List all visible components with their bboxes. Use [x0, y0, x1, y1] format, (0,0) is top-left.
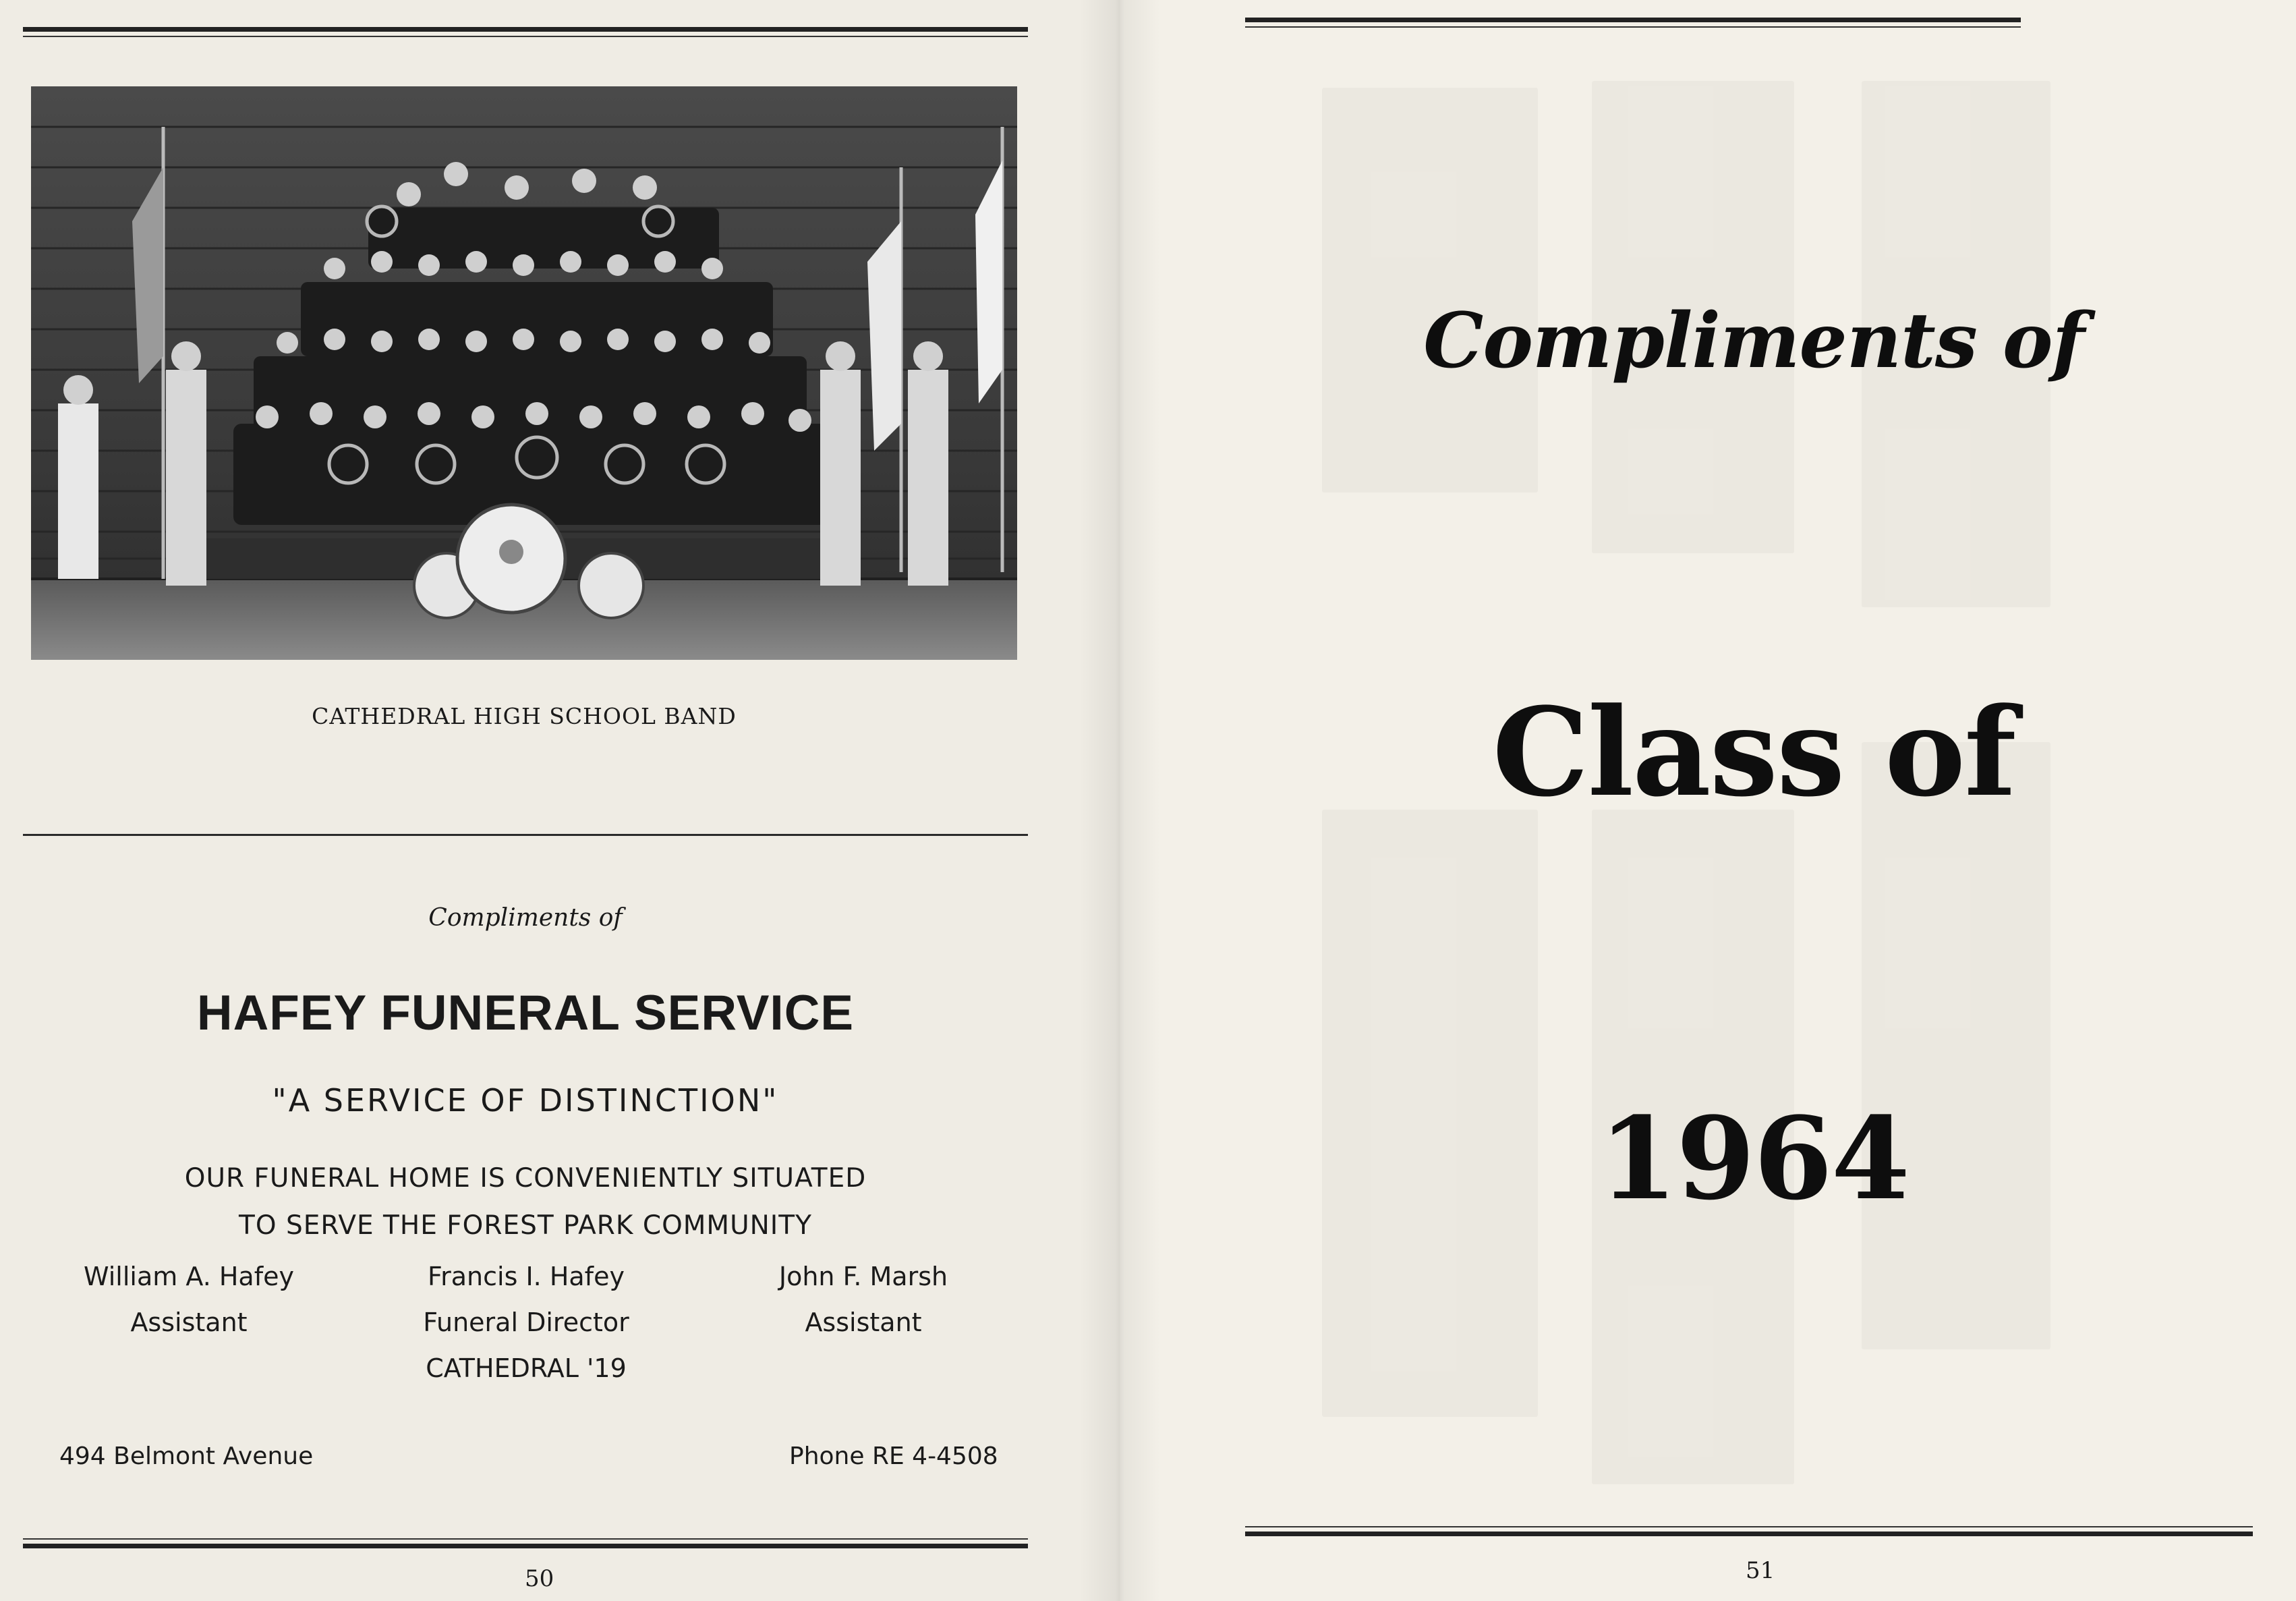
staff-name: John F. Marsh [778, 1262, 948, 1291]
staff-role: Assistant [130, 1308, 248, 1337]
page-number-right: 51 [1746, 1557, 1775, 1584]
page-number-left: 50 [525, 1565, 554, 1592]
bleed-through-text [1322, 88, 1538, 493]
compliments-label-small: Compliments of [428, 904, 623, 932]
advertiser-name: HAFEY FUNERAL SERVICE [196, 986, 855, 1040]
advertiser-slogan: "A SERVICE OF DISTINCTION" [272, 1082, 779, 1119]
bleed-through-text [1862, 742, 2050, 1349]
staff-role: Assistant [805, 1308, 922, 1337]
left-page [0, 0, 1120, 1601]
ad-description-line-1: OUR FUNERAL HOME IS CONVENIENTLY SITUATED [184, 1163, 867, 1193]
staff-name: William A. Hafey [84, 1262, 294, 1291]
band-photo [31, 86, 1017, 660]
photo-caption: CATHEDRAL HIGH SCHOOL BAND [312, 703, 737, 729]
book-gutter [1079, 0, 1160, 1601]
staff-role: Funeral Director [423, 1308, 629, 1337]
staff-member [47, 1254, 331, 1345]
bottom-rule-left [23, 1538, 1028, 1548]
top-rule-left [23, 27, 1028, 37]
top-rule-right [1245, 18, 2021, 28]
staff-member [384, 1254, 668, 1391]
staff-school: CATHEDRAL '19 [426, 1353, 627, 1383]
compliments-label-large: Compliments of [1423, 297, 2084, 385]
staff-name: Francis I. Hafey [428, 1262, 625, 1291]
class-year: 1964 [1599, 1092, 1909, 1225]
class-label: Class of [1492, 681, 2015, 824]
staff-member [722, 1254, 1005, 1345]
phone-number: Phone RE 4-4508 [789, 1442, 998, 1470]
bottom-rule-right [1245, 1526, 2253, 1536]
ad-description-line-2: TO SERVE THE FOREST PARK COMMUNITY [239, 1210, 812, 1241]
section-divider [23, 834, 1028, 836]
address: 494 Belmont Avenue [59, 1442, 314, 1470]
